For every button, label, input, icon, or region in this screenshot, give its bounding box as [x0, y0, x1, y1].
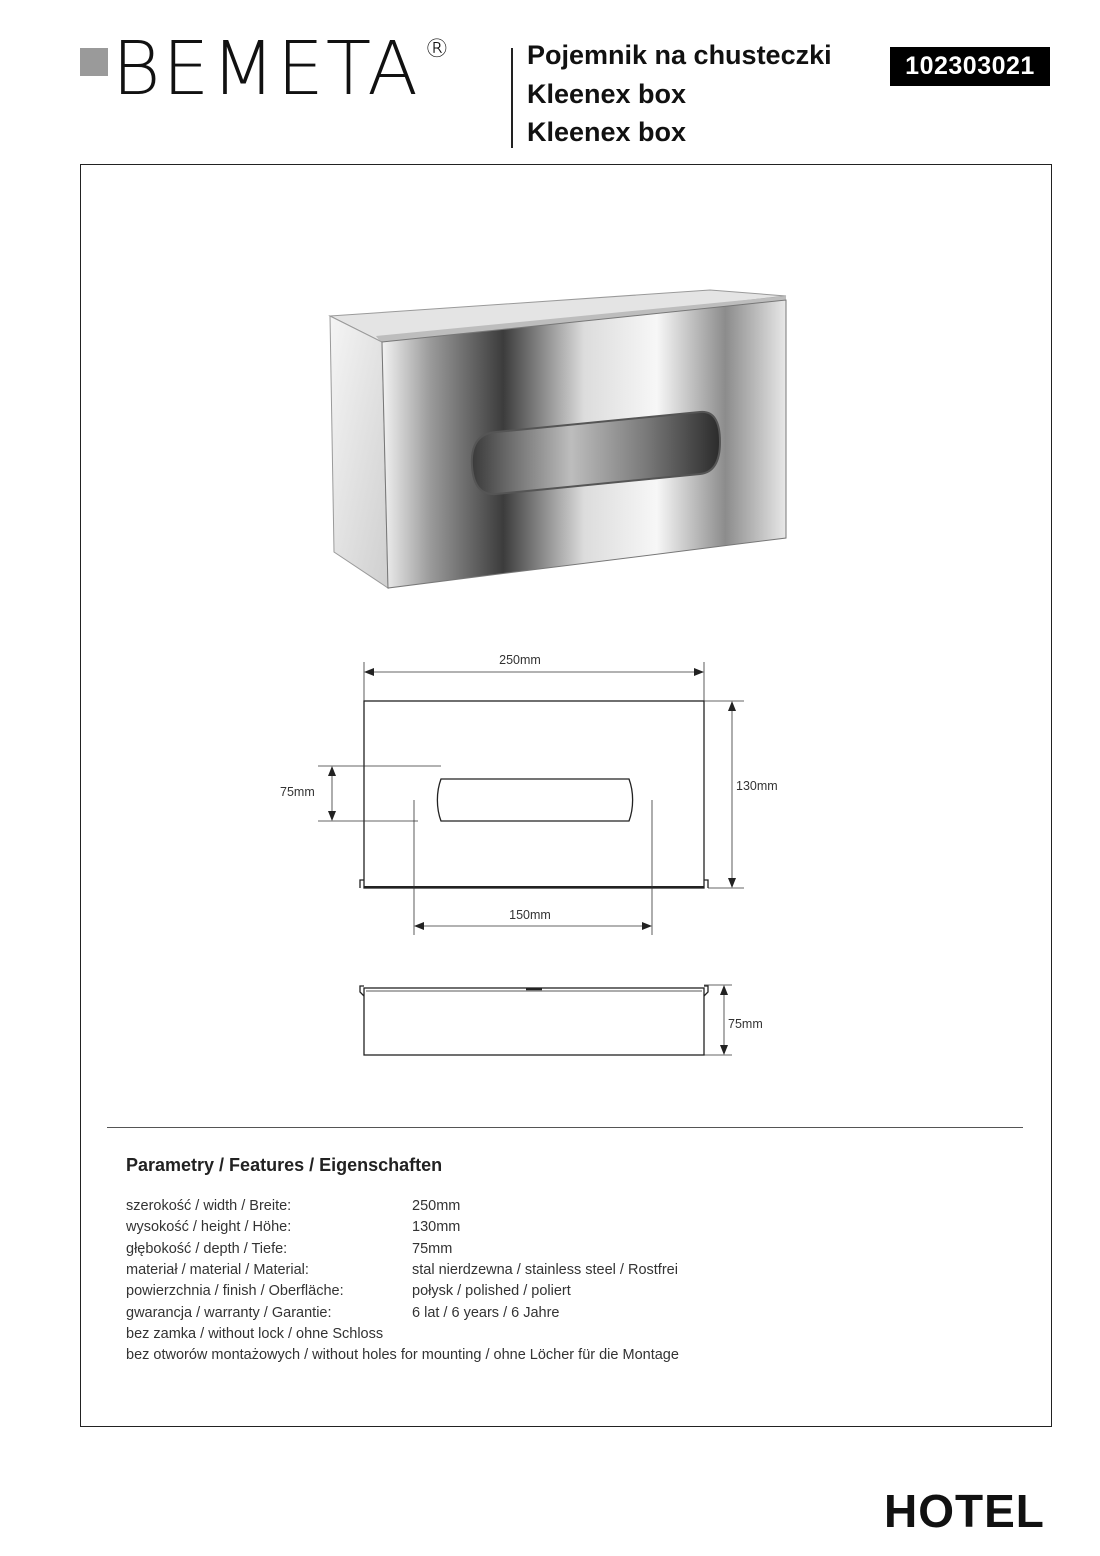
- product-name-pl: Pojemnik na chusteczki: [527, 40, 832, 70]
- spec-label: głębokość / depth / Tiefe:: [126, 1241, 288, 1257]
- spec-label: wysokość / height / Höhe:: [126, 1219, 292, 1235]
- dim-slot-height-label: 75mm: [280, 785, 315, 799]
- dim-depth-label: 75mm: [728, 1017, 763, 1031]
- spec-label: szerokość / width / Breite:: [126, 1198, 292, 1214]
- spec-value: 6 lat / 6 years / 6 Jahre: [412, 1305, 560, 1321]
- arrow-height-top: [728, 701, 736, 711]
- arrow-depth-top: [720, 985, 728, 995]
- front-view-outline: [364, 701, 704, 888]
- arrow-slot-height-bottom: [328, 811, 336, 821]
- arrow-depth-bottom: [720, 1045, 728, 1055]
- technical-drawing: [270, 640, 830, 1070]
- spec-label: powierzchnia / finish / Oberfläche:: [126, 1283, 344, 1299]
- box-side-face: [330, 316, 388, 588]
- spec-value: 75mm: [412, 1241, 453, 1257]
- category-label: HOTEL: [884, 1485, 1045, 1537]
- product-name-de: Kleenex box: [527, 117, 687, 147]
- features-heading: Parametry / Features / Eigenschaften: [126, 1155, 443, 1175]
- brand-logo: [112, 26, 452, 112]
- features-divider: [107, 1127, 1023, 1128]
- spec-label: materiał / material / Material:: [126, 1262, 309, 1278]
- front-view-slot: [437, 779, 632, 821]
- arrow-width-right: [694, 668, 704, 676]
- arrow-slot-width-left: [414, 922, 424, 930]
- spec-value: stal nierdzewna / stainless steel / Rostfrei: [412, 1262, 678, 1278]
- arrow-height-bottom: [728, 878, 736, 888]
- top-view-outline: [364, 988, 704, 1055]
- spec-value: 250mm: [412, 1198, 461, 1214]
- registered-mark: ®: [423, 34, 452, 64]
- arrow-slot-width-right: [642, 922, 652, 930]
- arrow-slot-height-top: [328, 766, 336, 776]
- product-code-badge: 102303021: [890, 47, 1050, 86]
- dim-slot-width-label: 150mm: [509, 908, 551, 922]
- logo-square-mark: [80, 48, 108, 76]
- spec-label: gwarancja / warranty / Garantie:: [126, 1305, 332, 1321]
- header-divider: [511, 48, 513, 148]
- brand-logo-text: BEMETA: [112, 26, 420, 112]
- feature-note: bez otworów montażowych / without holes for mounting / ohne Löcher für die Montage: [126, 1347, 679, 1363]
- dim-width-label: 250mm: [499, 653, 541, 667]
- dim-height-label: 130mm: [736, 779, 778, 793]
- spec-value: połysk / polished / poliert: [412, 1283, 571, 1299]
- product-name-en: Kleenex box: [527, 79, 687, 109]
- arrow-width-left: [364, 668, 374, 676]
- spec-value: 130mm: [412, 1219, 461, 1235]
- product-photo: [320, 282, 790, 592]
- feature-note: bez zamka / without lock / ohne Schloss: [126, 1326, 384, 1342]
